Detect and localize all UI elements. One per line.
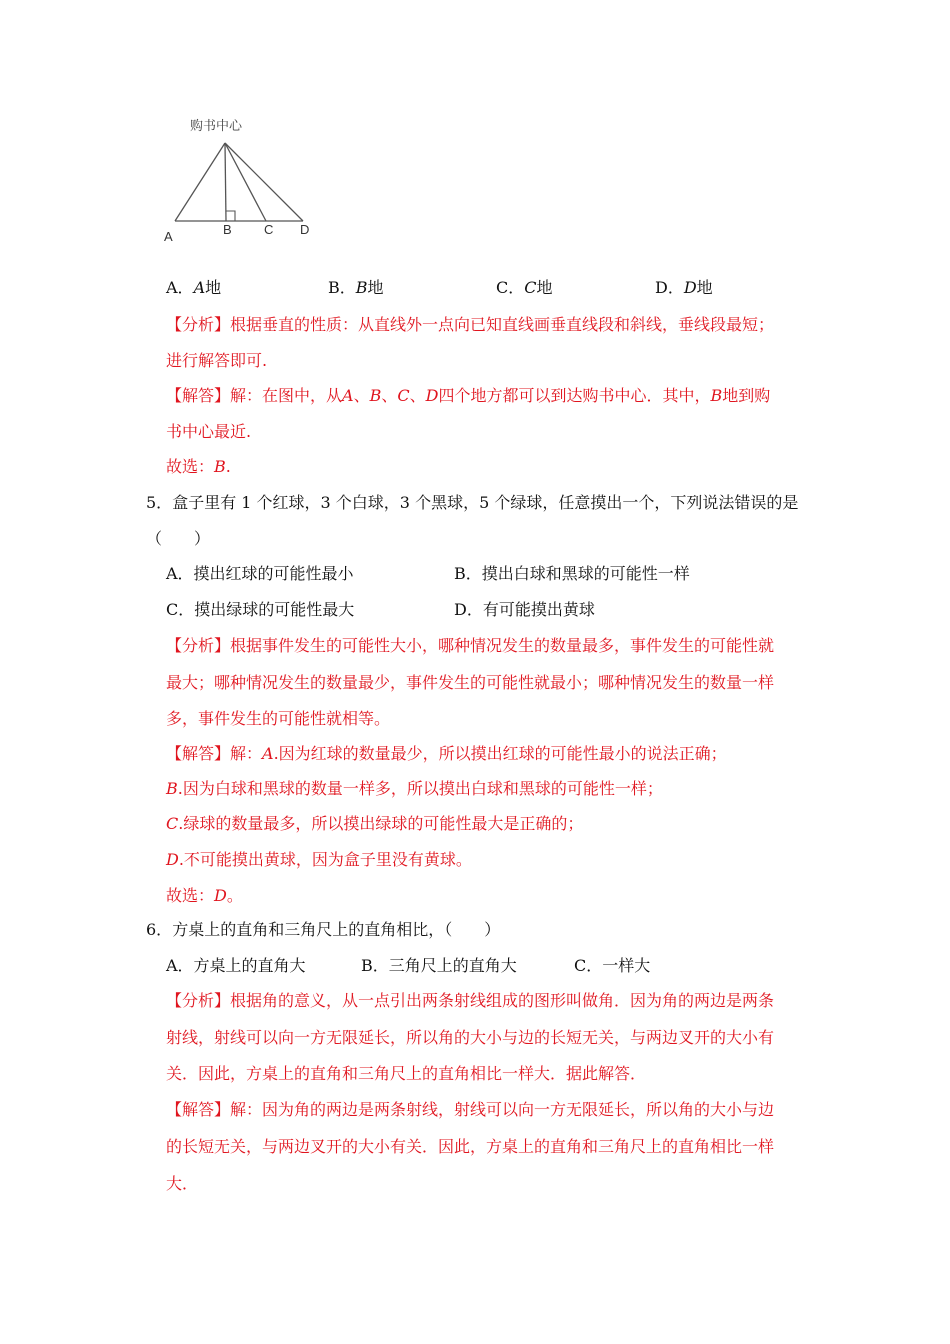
q6-option-a: A．方桌上的直角大 (166, 956, 306, 975)
q5-answer: 【解答】解：A.因为红球的数量最少，所以摸出红球的可能性最小的说法正确； (166, 744, 727, 763)
geometry-figure (160, 110, 320, 250)
q6-stem: 6．方桌上的直角和三角尺上的直角相比，（ ） (146, 920, 501, 939)
point-label-d: D (300, 222, 310, 237)
q4-choice: 故选：B. (166, 457, 231, 476)
q4-analysis-cont: 进行解答即可. (166, 351, 268, 370)
q5-option-b: B．摸出白球和黑球的可能性一样 (454, 564, 690, 583)
q4-option-a: A．A地 (166, 278, 222, 297)
q5-analysis-cont-1: 最大；哪种情况发生的数量最少，事件发生的可能性就最小；哪种情况发生的数量一样 (166, 673, 775, 692)
q5-option-c: C．摸出绿球的可能性最大 (166, 600, 355, 619)
segment-top-C (225, 143, 266, 221)
q4-option-b: B．B地 (328, 278, 384, 297)
q6-option-c: C．一样大 (574, 956, 651, 975)
q5-option-a: A．摸出红球的可能性最小 (166, 564, 354, 583)
segment-top-D (225, 143, 303, 221)
q5-stem: 5．盒子里有 1 个红球，3 个白球，3 个黑球，5 个绿球，任意摸出一个，下列说法错误的是 (146, 493, 799, 512)
q5-analysis: 【分析】根据事件发生的可能性大小，哪种情况发生的数量最多，事件发生的可能性就 (166, 636, 775, 655)
segment-top-A (175, 143, 225, 221)
point-label-a: A (164, 229, 173, 244)
q5-choice: 故选：D。 (166, 886, 243, 905)
q6-analysis: 【分析】根据角的意义，从一点引出两条射线组成的图形叫做角．因为角的两边是两条 (166, 991, 775, 1010)
right-angle-mark (226, 211, 235, 221)
figure-title: 购书中心 (190, 119, 243, 134)
q5-answer-c: C.绿球的数量最多，所以摸出绿球的可能性最大是正确的； (166, 814, 584, 833)
q5-analysis-cont-2: 多，事件发生的可能性就相等。 (166, 709, 391, 728)
q4-analysis: 【分析】根据垂直的性质：从直线外一点向已知直线画垂直线段和斜线，垂线段最短； (166, 315, 775, 334)
q4-answer: 【解答】解：在图中，从A、B、C、D四个地方都可以到达购书中心．其中，B地到购 (166, 386, 771, 405)
point-label-c: C (264, 222, 274, 237)
q5-option-d: D．有可能摸出黄球 (454, 600, 595, 619)
q6-option-b: B．三角尺上的直角大 (361, 956, 517, 975)
q5-bracket: （ ） (146, 529, 211, 548)
q6-answer-cont-1: 的长短无关，与两边叉开的大小有关．因此，方桌上的直角和三角尺上的直角相比一样 (166, 1137, 775, 1156)
point-label-b: B (223, 222, 232, 237)
q6-analysis-cont-2: 关．因此，方桌上的直角和三角尺上的直角相比一样大．据此解答． (166, 1064, 647, 1083)
q5-answer-d: D.不可能摸出黄球，因为盒子里没有黄球。 (166, 850, 472, 869)
q6-analysis-cont-1: 射线，射线可以向一方无限延长，所以角的大小与边的长短无关，与两边叉开的大小有 (166, 1028, 775, 1047)
segment-top-B (225, 143, 226, 221)
q6-answer-cont-2: 大． (166, 1174, 199, 1193)
q4-answer-cont: 书中心最近. (166, 422, 252, 441)
q5-answer-b: B.因为白球和黑球的数量一样多，所以摸出白球和黑球的可能性一样； (166, 779, 663, 798)
q6-answer: 【解答】解：因为角的两边是两条射线，射线可以向一方无限延长，所以角的大小与边 (166, 1100, 775, 1119)
q4-option-c: C．C地 (496, 278, 553, 297)
q4-option-d: D．D地 (655, 278, 713, 297)
